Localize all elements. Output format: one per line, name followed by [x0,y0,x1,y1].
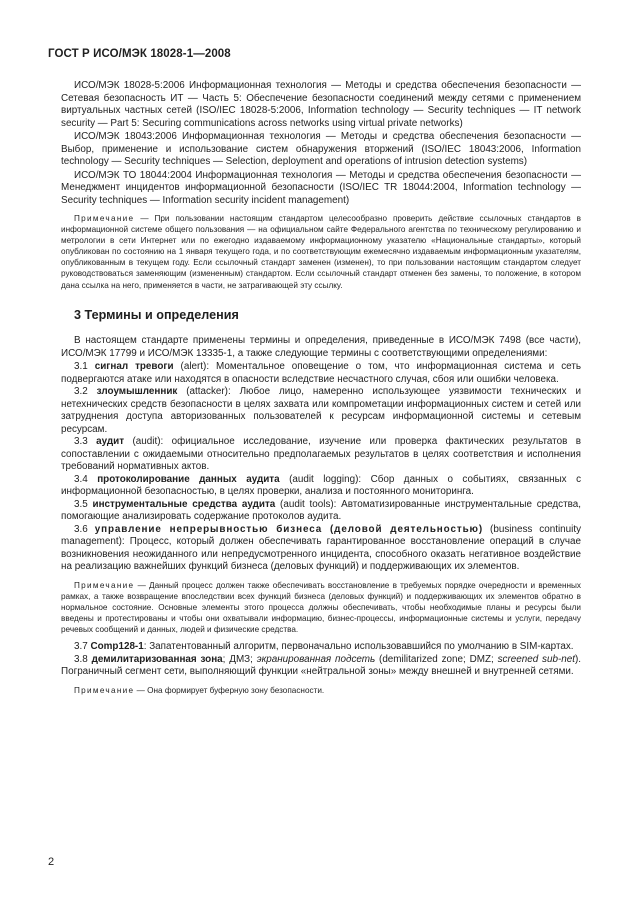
note-text: — Данный процесс должен также обеспечивать восстановление в требуемых порядке очередности и временных рамках, а также возвращение впоследствии всех функций бизнеса (деловых функций) и поддерживающих их элементов обратно в нормальное состояние. Основные элементы этого процесса должны обеспечивать, чтобы необходимые планы и ресурсы были введены и протестированы и чтобы они охватывали информацию, бизнес-процессы, информационные системы и услуги, передачу речевых сообщений и данных, людей и физические средства. [61,580,581,635]
term-name: злоумышленник [96,386,178,398]
document-header: ГОСТ Р ИСО/МЭК 18028-1—2008 [48,48,231,60]
term-name: аудит [96,436,125,448]
term-number: 3.6 [74,523,88,535]
term-number: 3.1 [74,361,88,373]
term-abbrev: ; ДМЗ; [222,653,257,665]
term-english: (demilitarized zone; DMZ; [375,653,498,665]
term-3-2 [61,386,581,436]
note-text: — При пользовании настоящим стандартом целесообразно проверить действие ссылочных стандартов в информационной системе общего пользования — на официальном сайте Федерального агентства по техническому регулированию и метрологии в сети Интернет или по ежегодно издаваемому информационному указателю «Национальные стандарты», который опубликован по состоянию на 1 января текущего года, и по соответствующим ежемесячно издаваемым информационным указателям, опубликованным в текущем году. Если ссылочный стандарт заменен (изменен), то при пользовании настоящим стандартом следует руководствоваться заменяющим (измененным) стандартом. Если ссылочный стандарт отменен без замены, то положение, в котором дана ссылка на него, применяется в части, не затрагивающей эту ссылку. [61,214,581,290]
note-label: Примечание [74,685,135,695]
term-name: Comp128-1 [90,641,144,653]
reference-18028-5: ИСО/МЭК 18028-5:2006 Информационная технология — Методы и средства обеспечения безопасности — Сетевая безопасность ИТ — Часть 5: Обеспечение безопасности соединений между сетями с применением виртуальных частных сетей (ISO/IEC 18028-5:2006, Information technology — Security techniques — IT network security — Part 5: Securing communications across networks using virtual private networks) [61,80,581,129]
term-definition: (audit logging): Сбор данных о событиях, связанных с информационной безопасностью, в целях проверки, анализа и постоянного мониторинга. [61,473,582,498]
term-3-7 [61,641,581,654]
term-definition: (attacker): Любое лицо, намеренно использующее уязвимости технических и нетехнических средств безопасности в целях захвата или компрометации информационных систем и сетей или затруднения доступа авторизованных пользователей к ресурсам информационной системы и сетевым ресурсам. [61,386,581,435]
note-text: — Она формирует буферную зону безопасности. [136,685,325,695]
term-3-8 [61,654,581,679]
term-number: 3.7 [74,641,88,653]
term-number: 3.2 [74,386,88,398]
reference-18044: ИСО/МЭК ТО 18044:2004 Информационная технология — Методы и средства обеспечения безопасности — Менеджмент инцидентов информационной безопасности (ISO/IEC TR 18044:2004, Information technology — Security techniques — Information security incident management) [61,169,581,206]
term-name: инструментальные средства аудита [92,498,276,510]
note-label: Примечание [74,580,135,590]
term-english-synonym: screened sub-net [497,653,575,665]
term-3-5 [61,499,581,524]
note-references [61,213,581,291]
term-3-4 [61,474,581,499]
term-3-1 [61,361,581,386]
term-definition: (audit): официальное исследование, изучение или проверка фактических результатов в сопоставлении с ожидаемыми относительно предполагаемых результатов в целях соответствия и исполнения требований нормативных актов. [61,436,581,473]
term-name: демилитаризованная зона [91,653,223,665]
term-definition: : Запатентованный алгоритм, первоначально использовавшийся по умолчанию в SIM-картах. [143,641,574,653]
term-number: 3.8 [74,653,88,665]
term-number: 3.5 [74,498,88,510]
term-3-3 [61,436,581,474]
section-intro: В настоящем стандарте применены термины и определения, приведенные в ИСО/МЭК 7498 (все части), ИСО/МЭК 17799 и ИСО/МЭК 13335-1, а также следующие термины с соответствующими определениями: [61,335,581,359]
note-dmz [61,685,581,696]
term-3-6 [61,524,581,574]
note-label: Примечание [74,214,135,223]
term-number: 3.4 [74,473,88,485]
note-business-continuity [61,580,581,635]
term-name: протоколирование данных аудита [97,473,280,485]
term-synonym: экранированная подсеть [256,653,376,665]
term-definition: (audit tools): Автоматизированные инструментальные средства, помогающие анализировать содержание протоколов аудита. [61,498,581,523]
term-definition: ). Пограничный сегмент сети, выполняющий функции «нейтральной зоны» между внешней и внутренней сетями. [61,653,582,678]
section-title: 3 Термины и определения [74,307,239,322]
term-name: управление непрерывностью бизнеса (деловой деятельностью) [94,523,484,535]
page-number: 2 [48,856,55,868]
term-number: 3.3 [74,436,88,448]
term-definition: (business continuity management): Процесс, который должен обеспечивать гарантированное восстановление операций в случае возникновения неожиданного или непредусмотренного инцидента, способного оказать негативное воздействие на реализацию важнейших функций бизнеса (деловых функций) и поддерживающих их элементов. [61,523,582,573]
term-definition: (alert): Моментальное оповещение о том, что информационная система и сеть подвергаются атаке или находятся в опасности вследствие несчастного случая, сбоя или ошибки человека. [61,361,582,385]
term-name: сигнал тревоги [94,361,174,373]
reference-18043: ИСО/МЭК 18043:2006 Информационная технология — Методы и средства обеспечения безопасности — Выбор, применение и использование систем обнаружения вторжений (ISO/IEC 18043:2006, Information technology — Security techniques — Selection, deployment and operations of intrusion detection systems) [61,131,581,167]
document-body [61,80,581,696]
